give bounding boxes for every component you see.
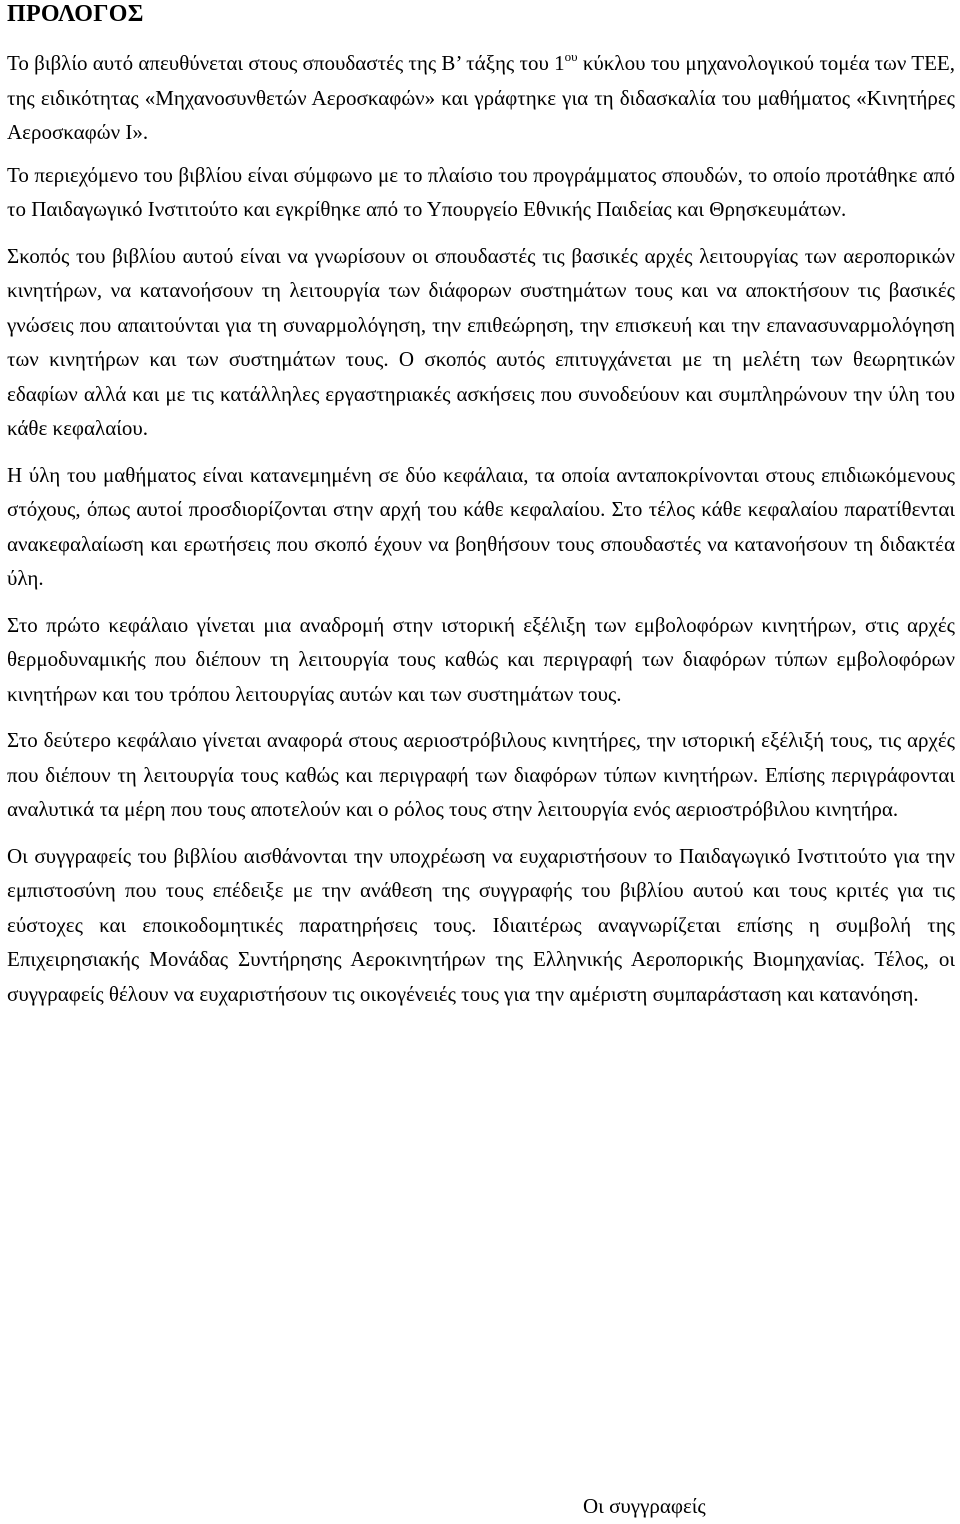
document-page <box>7 0 955 1011</box>
paragraph-chapter-two: Στο δεύτερο κεφάλαιο γίνεται αναφορά στους αεριοστρόβιλους κινητήρες, την ιστορική εξέλιξή τους, τις αρχές που διέπουν τη λειτουργία τους καθώς και περιγραφή των διαφόρων τύπων κινητήρων. Επίσης περιγράφονται αναλυτικά τα μέρη που τους αποτελούν και ο ρόλος τους στην λειτουργία ενός αεριοστρόβιλου κινητήρα. <box>7 728 955 821</box>
paragraph-chapter-one: Στο πρώτο κεφάλαιο γίνεται μια αναδρομή στην ιστορική εξέλιξη των εμβολοφόρων κινητήρων, στις αρχές θερμοδυναμικής που διέπουν τη λειτουργία τους καθώς και περιγραφή των διαφόρων τύπων εμβολοφόρων κινητήρων και του τρόπου λειτουργίας αυτών και των συστημάτων τους. <box>7 612 955 706</box>
paragraph-purpose: Σκοπός του βιβλίου αυτού είναι να γνωρίσουν οι σπουδαστές τις βασικές αρχές λειτουργίας των αεροπορικών κινητήρων, να κατανοήσουν τη λειτουργία των διάφορων συστημάτων τους και να αποκτήσουν τις βασικές γνώσεις που απαιτούνται για τη συναρμολόγηση, την επιθεώρηση, την επισκευή και την επανασυναρμολόγηση των κινητήρων και των συστημάτων τους. Ο σκοπός αυτός επιτυγχάνεται με τη μελέτη των θεωρητικών εδαφίων αλλά και με τις κατάλληλες εργαστηριακές ασκήσεις που συνοδεύουν και συμπληρώνουν την ύλη του κάθε κεφαλαίου. <box>7 243 955 440</box>
page-title: ΠΡΟΛΟΓΟΣ <box>7 1 144 27</box>
paragraph-structure: Η ύλη του μαθήματος είναι κατανεμημένη σε δύο κεφάλαια, τα οποία ανταποκρίνονται στους επιδιωκόμενους στόχους, όπως αυτοί προσδιορίζονται στην αρχή του κάθε κεφαλαίου. Στο τέλος κάθε κεφαλαίου παρατίθενται ανακεφαλαίωση και ερωτήσεις που σκοπό έχουν να βοηθήσουν τους σπουδαστές να κατανοήσουν τη διδακτέα ύλη. <box>7 462 955 590</box>
paragraph-intro-text-start: Το βιβλίο αυτό απευθύνεται στους σπουδαστές της Β’ τάξης του 1 <box>7 51 565 75</box>
paragraph-acknowledgements: Οι συγγραφείς του βιβλίου αισθάνονται την υποχρέωση να ευχαριστήσουν το Παιδαγωγικό Ινστιτούτο για την εμπιστοσύνη που τους επέδειξε με την ανάθεση της συγγραφής του βιβλίου αυτού και τους κριτές για τις εύστοχες και εποικοδομητικές παρατηρήσεις τους. Ιδιαιτέρως αναγνωρίζεται επίσης η συμβολή της Επιχειρησιακής Μονάδας Συντήρησης Αεροκινητήρων της Ελληνικής Αεροπορικής Βιομηχανίας. Τέλος, οι συγγραφείς θέλουν να ευχαριστήσουν τις οικογένειές τους για την αμέριστη συμπαράσταση και κατανόηση. <box>7 843 955 1006</box>
paragraph-curriculum: Το περιεχόμενο του βιβλίου είναι σύμφωνο με το πλαίσιο του προγράμματος σπουδών, το οποίο προτάθηκε από το Παιδαγωγικό Ινστιτούτο και εγκρίθηκε από το Υπουργείο Εθνικής Παιδείας και Θρησκευμάτων. <box>7 162 955 221</box>
ordinal-superscript: ου <box>564 49 578 64</box>
paragraph-intro <box>7 46 955 150</box>
authors-signature: Οι συγγραφείς <box>583 1494 706 1518</box>
paragraph-intro-text-end: κύκλου του μηχανολογικού τομέα των ΤΕΕ, της ειδικότητας «Μηχανοσυνθετών Αεροσκαφών» και γράφτηκε για τη διδασκαλία του μαθήματος «Κινητήρες Αεροσκαφών Ι». <box>7 51 955 144</box>
